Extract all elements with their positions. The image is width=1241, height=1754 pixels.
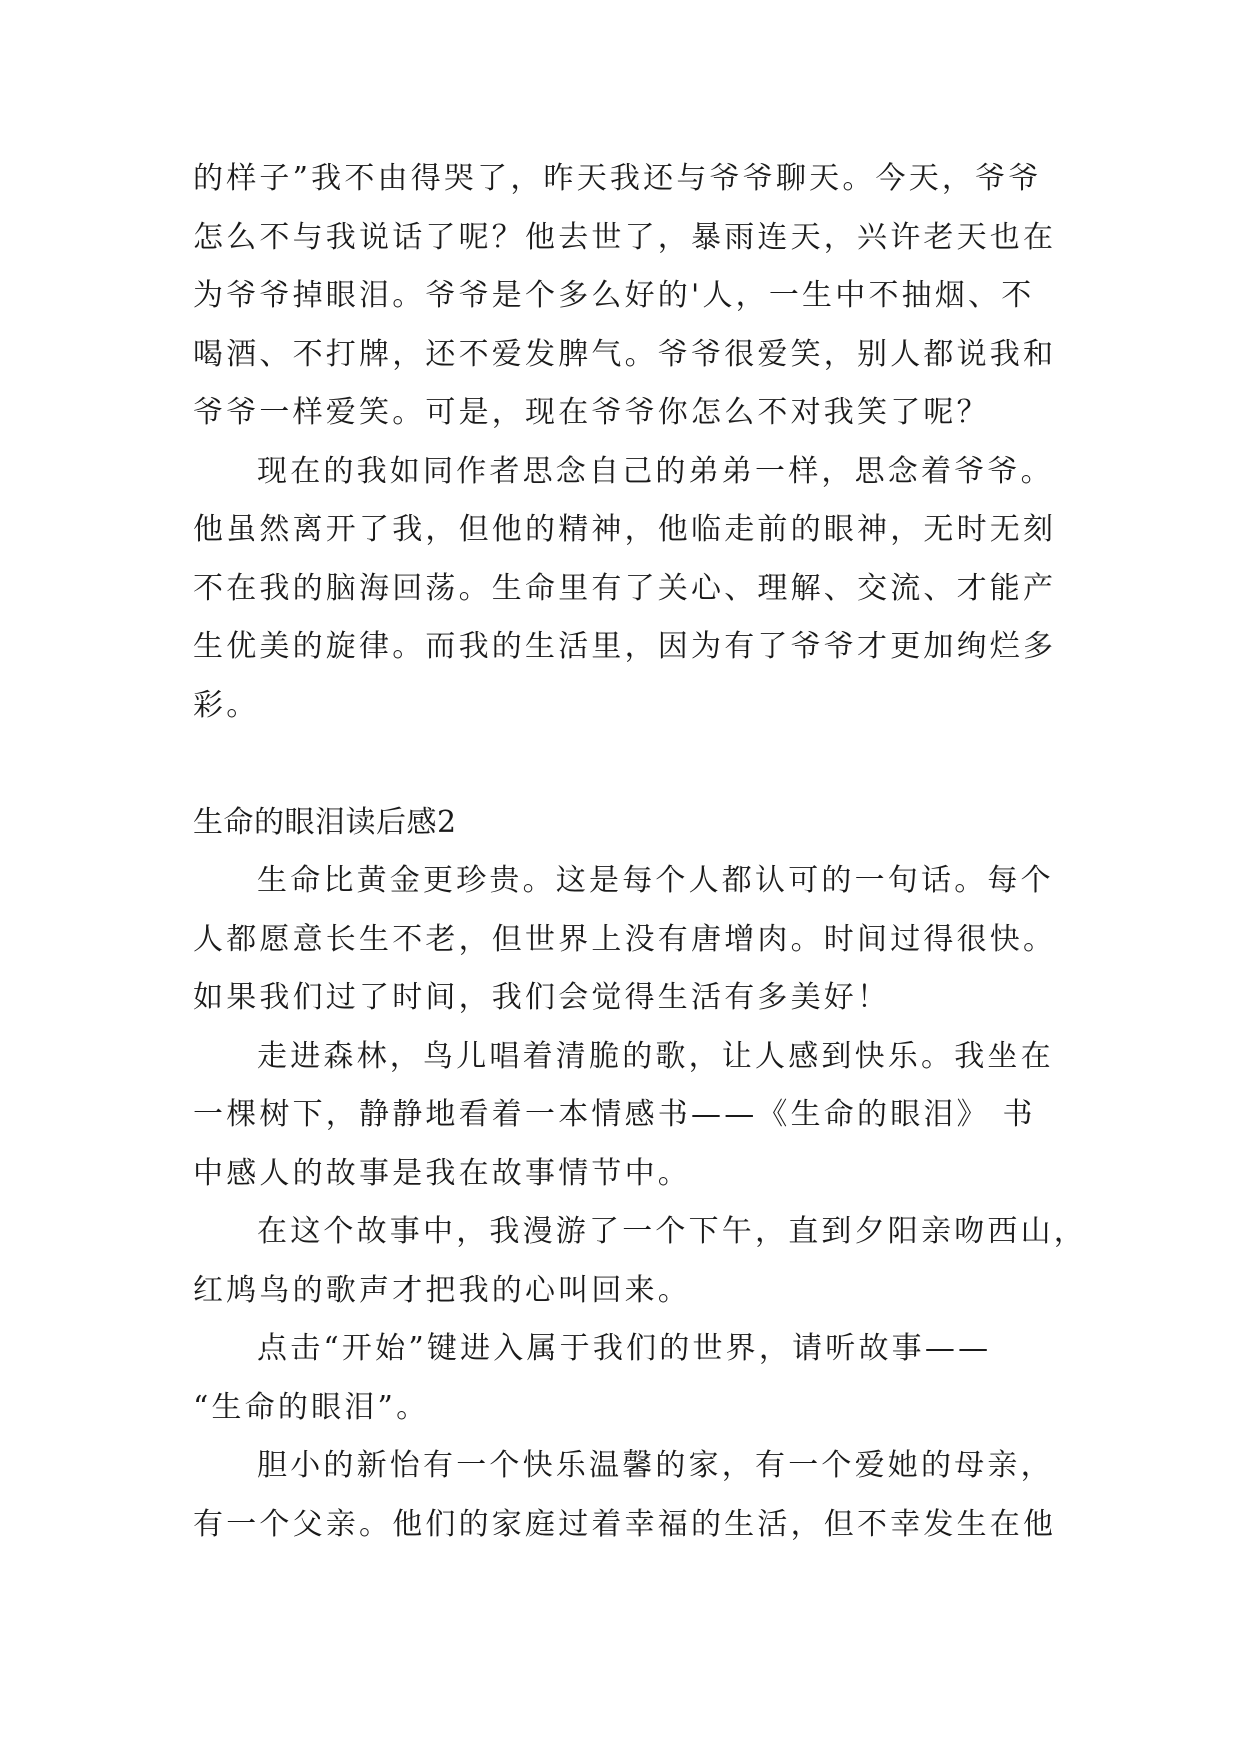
paragraph-line: 红鸠鸟的歌声才把我的心叫回来。 (193, 1272, 691, 1308)
paragraph-line: 生优美的旋律。而我的生活里，因为有了爷爷才更加绚烂多 (193, 629, 1057, 664)
paragraph-line: 胆小的新怡有一个快乐温馨的家，有一个爱她的母亲， (257, 1448, 1054, 1483)
document-body (193, 150, 1087, 1554)
paragraph-line: 中感人的故事是我在故事情节中。 (193, 1155, 691, 1191)
paragraph-line: 有一个父亲。他们的家庭过着幸福的生活，但不幸发生在他 (193, 1506, 1057, 1542)
paragraph-line: 生命比黄金更珍贵。这是每个人都认可的一句话。每个 (257, 863, 1054, 898)
paragraph-line: 在这个故事中，我漫游了一个下午，直到夕阳亲吻西山， (257, 1214, 1087, 1249)
paragraph-line: “生命的眼泪”。 (193, 1389, 430, 1425)
paragraph-line: 现在的我如同作者思念自己的弟弟一样，思念着爷爷。 (257, 453, 1054, 489)
paragraph-line: 走进森林，鸟儿唱着清脆的歌，让人感到快乐。我坐在 (257, 1038, 1054, 1074)
paragraph-line: 的样子”我不由得哭了，昨天我还与爷爷聊天。今天，爷爷 (193, 161, 1042, 196)
paragraph-line: 点击“开始”键进入属于我们的世界，请听故事—— (257, 1331, 992, 1366)
paragraph-line: 怎么不与我说话了呢？他去世了，暴雨连天，兴许老天也在 (193, 219, 1057, 255)
paragraph-line: 为爷爷掉眼泪。爷爷是个多么好的'人，一生中不抽烟、不 (193, 278, 1035, 313)
section-heading: 生命的眼泪读后感2 (193, 804, 457, 840)
paragraph-line: 人都愿意长生不老，但世界上没有唐增肉。时间过得很快。 (193, 921, 1057, 957)
paragraph-line: 爷爷一样爱笑。可是，现在爷爷你怎么不对我笑了呢？ (193, 395, 990, 430)
paragraph-line: 一棵树下，静静地看着一本情感书——《生命的眼泪》 书 (193, 1097, 1036, 1132)
paragraph-line: 他虽然离开了我，但他的精神，他临走前的眼神，无时无刻 (193, 512, 1057, 547)
paragraph-line: 彩。 (193, 687, 260, 723)
section-spacer (193, 735, 1063, 794)
paragraph-line: 喝酒、不打牌，还不爱发脾气。爷爷很爱笑，别人都说我和 (193, 336, 1057, 372)
paragraph-line: 如果我们过了时间，我们会觉得生活有多美好！ (193, 980, 891, 1015)
paragraph-line: 不在我的脑海回荡。生命里有了关心、理解、交流、才能产 (193, 570, 1057, 606)
